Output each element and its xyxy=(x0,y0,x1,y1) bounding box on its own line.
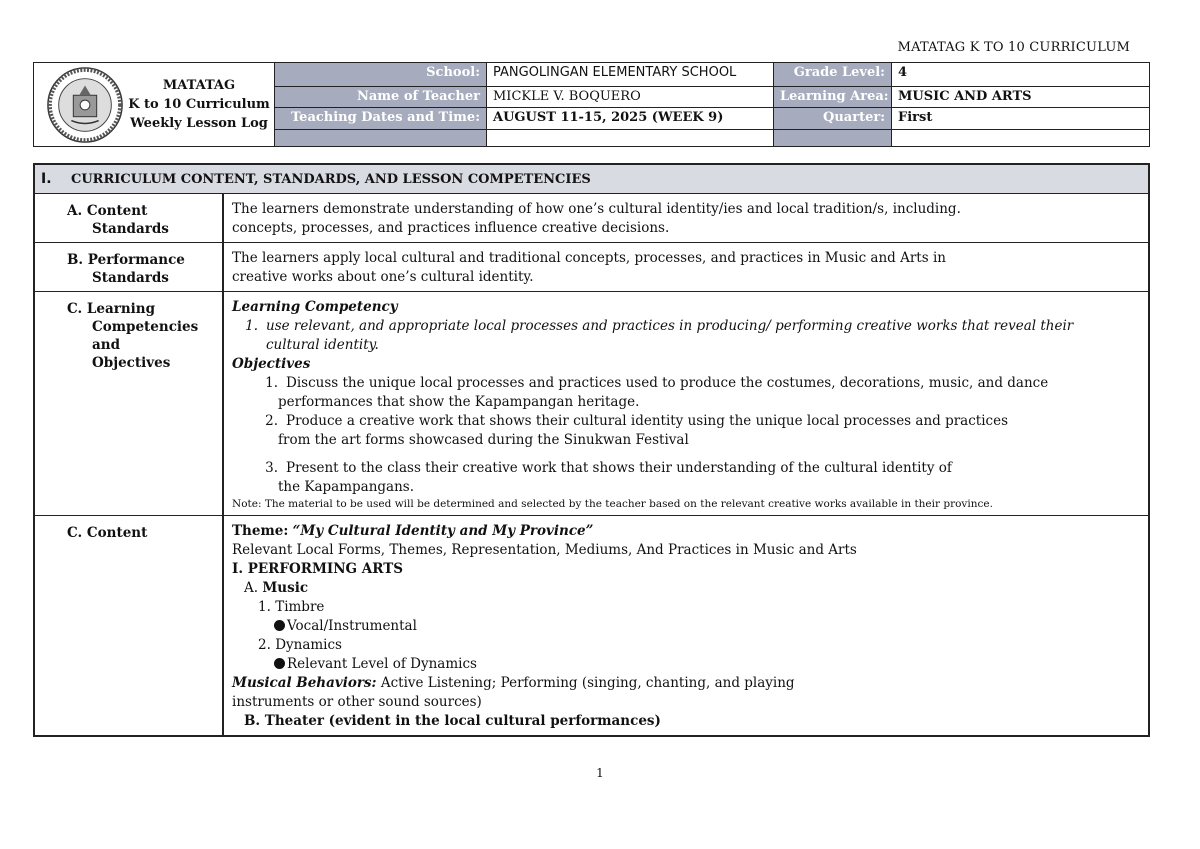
list-item: 2. Produce a creative work that shows their cultural identity using the unique local processes and practices xyxy=(265,413,1008,429)
teacher-value: MICKLE V. BOQUERO xyxy=(487,87,774,108)
competencies-row xyxy=(35,292,1148,516)
section-heading: I. CURRICULUM CONTENT, STANDARDS, AND LESSON COMPETENCIES xyxy=(35,165,1148,194)
header-left xyxy=(34,63,275,146)
header-grid xyxy=(275,63,1149,146)
performance-standards-row xyxy=(35,243,1148,292)
lesson-log-table xyxy=(33,163,1150,737)
learning-competency-heading: Learning Competency xyxy=(232,299,398,315)
header-filler xyxy=(774,130,892,146)
row-label: C. Learning Competencies and Objectives xyxy=(35,292,224,515)
objectives-heading: Objectives xyxy=(232,356,311,372)
grade-label: Grade Level: xyxy=(774,63,892,87)
area-label: Learning Area: xyxy=(774,87,892,108)
header-title: MATATAG K to 10 Curriculum Weekly Lesson Log xyxy=(128,78,270,131)
teacher-label: Name of Teacher xyxy=(275,87,487,108)
list-item: 1. Discuss the unique local processes and practices used to produce the costumes, decorations, music, and dance xyxy=(265,375,1049,391)
header-filler xyxy=(892,130,1149,146)
row-label: B. Performance Standards xyxy=(35,243,224,291)
row-body: Theme: “My Cultural Identity and My Province” Relevant Local Forms, Themes, Representation, Mediums, And Practices in Music and Arts I. PERFORMING ARTS A. Music 1. Timbre Vocal/Instrumental 2. Dynamics Relevant Level of Dynamics Musical Behaviors: Active Listening; Performing (singing, chanting, and playing instruments or other sound sources) B. Theater (evident in the local cultural performances) xyxy=(224,516,1148,735)
header-table xyxy=(33,62,1150,147)
school-value: PANGOLINGAN ELEMENTARY SCHOOL xyxy=(487,63,774,87)
content-standards-row xyxy=(35,194,1148,243)
theme-line: Theme: “My Cultural Identity and My Province” xyxy=(232,523,594,539)
page-number: 1 xyxy=(596,766,604,780)
row-body: Learning Competency 1. use relevant, and appropriate local processes and practices in producing/ performing creative works that reveal their cultural identity. Objectives 1. Discuss the unique local processes and practices used to produce the costumes, decorations, music, and dance performances that show the Kapampangan heritage. 2. Produce a creative work that shows their cultural identity using the unique local processes and practices from the art forms showcased during the Sinukwan Festival 3. Present to the class their creative work that shows their understanding of the cultural identity of the Kapampangans. Note: The material to be used will be determined and selected by the teacher based on the relevant creative works available in their province. xyxy=(224,292,1148,515)
row-label: A. Content Standards xyxy=(35,194,224,242)
curriculum-tag: MATATAG K TO 10 CURRICULUM xyxy=(897,40,1130,55)
quarter-value: First xyxy=(892,108,1149,130)
grade-value: 4 xyxy=(892,63,1149,87)
bullet-icon xyxy=(274,658,285,669)
header-filler xyxy=(487,130,774,146)
quarter-label: Quarter: xyxy=(774,108,892,130)
list-item: 3. Present to the class their creative work that shows their understanding of the cultural identity of xyxy=(265,460,952,476)
area-value: MUSIC AND ARTS xyxy=(892,87,1149,108)
dates-label: Teaching Dates and Time: xyxy=(275,108,487,130)
row-label: C. Content xyxy=(35,516,224,735)
header-filler xyxy=(275,130,487,146)
bullet-icon xyxy=(274,620,285,631)
row-body: The learners demonstrate understanding of how one’s cultural identity/ies and local tradition/s, including. concepts, processes, and practices influence creative decisions. xyxy=(232,201,961,236)
dates-value: AUGUST 11-15, 2025 (WEEK 9) xyxy=(487,108,774,130)
list-item: 1. use relevant, and appropriate local processes and practices in producing/ performing creative works that reveal their xyxy=(245,318,1074,334)
content-row xyxy=(35,516,1148,735)
deped-seal-icon xyxy=(46,66,124,144)
row-body: The learners apply local cultural and traditional concepts, processes, and practices in Music and Arts in creative works about one’s cultural identity. xyxy=(232,250,946,285)
note-text: Note: The material to be used will be determined and selected by the teacher based on the relevant creative works available in their province. xyxy=(232,498,993,510)
school-label: School: xyxy=(275,63,487,87)
